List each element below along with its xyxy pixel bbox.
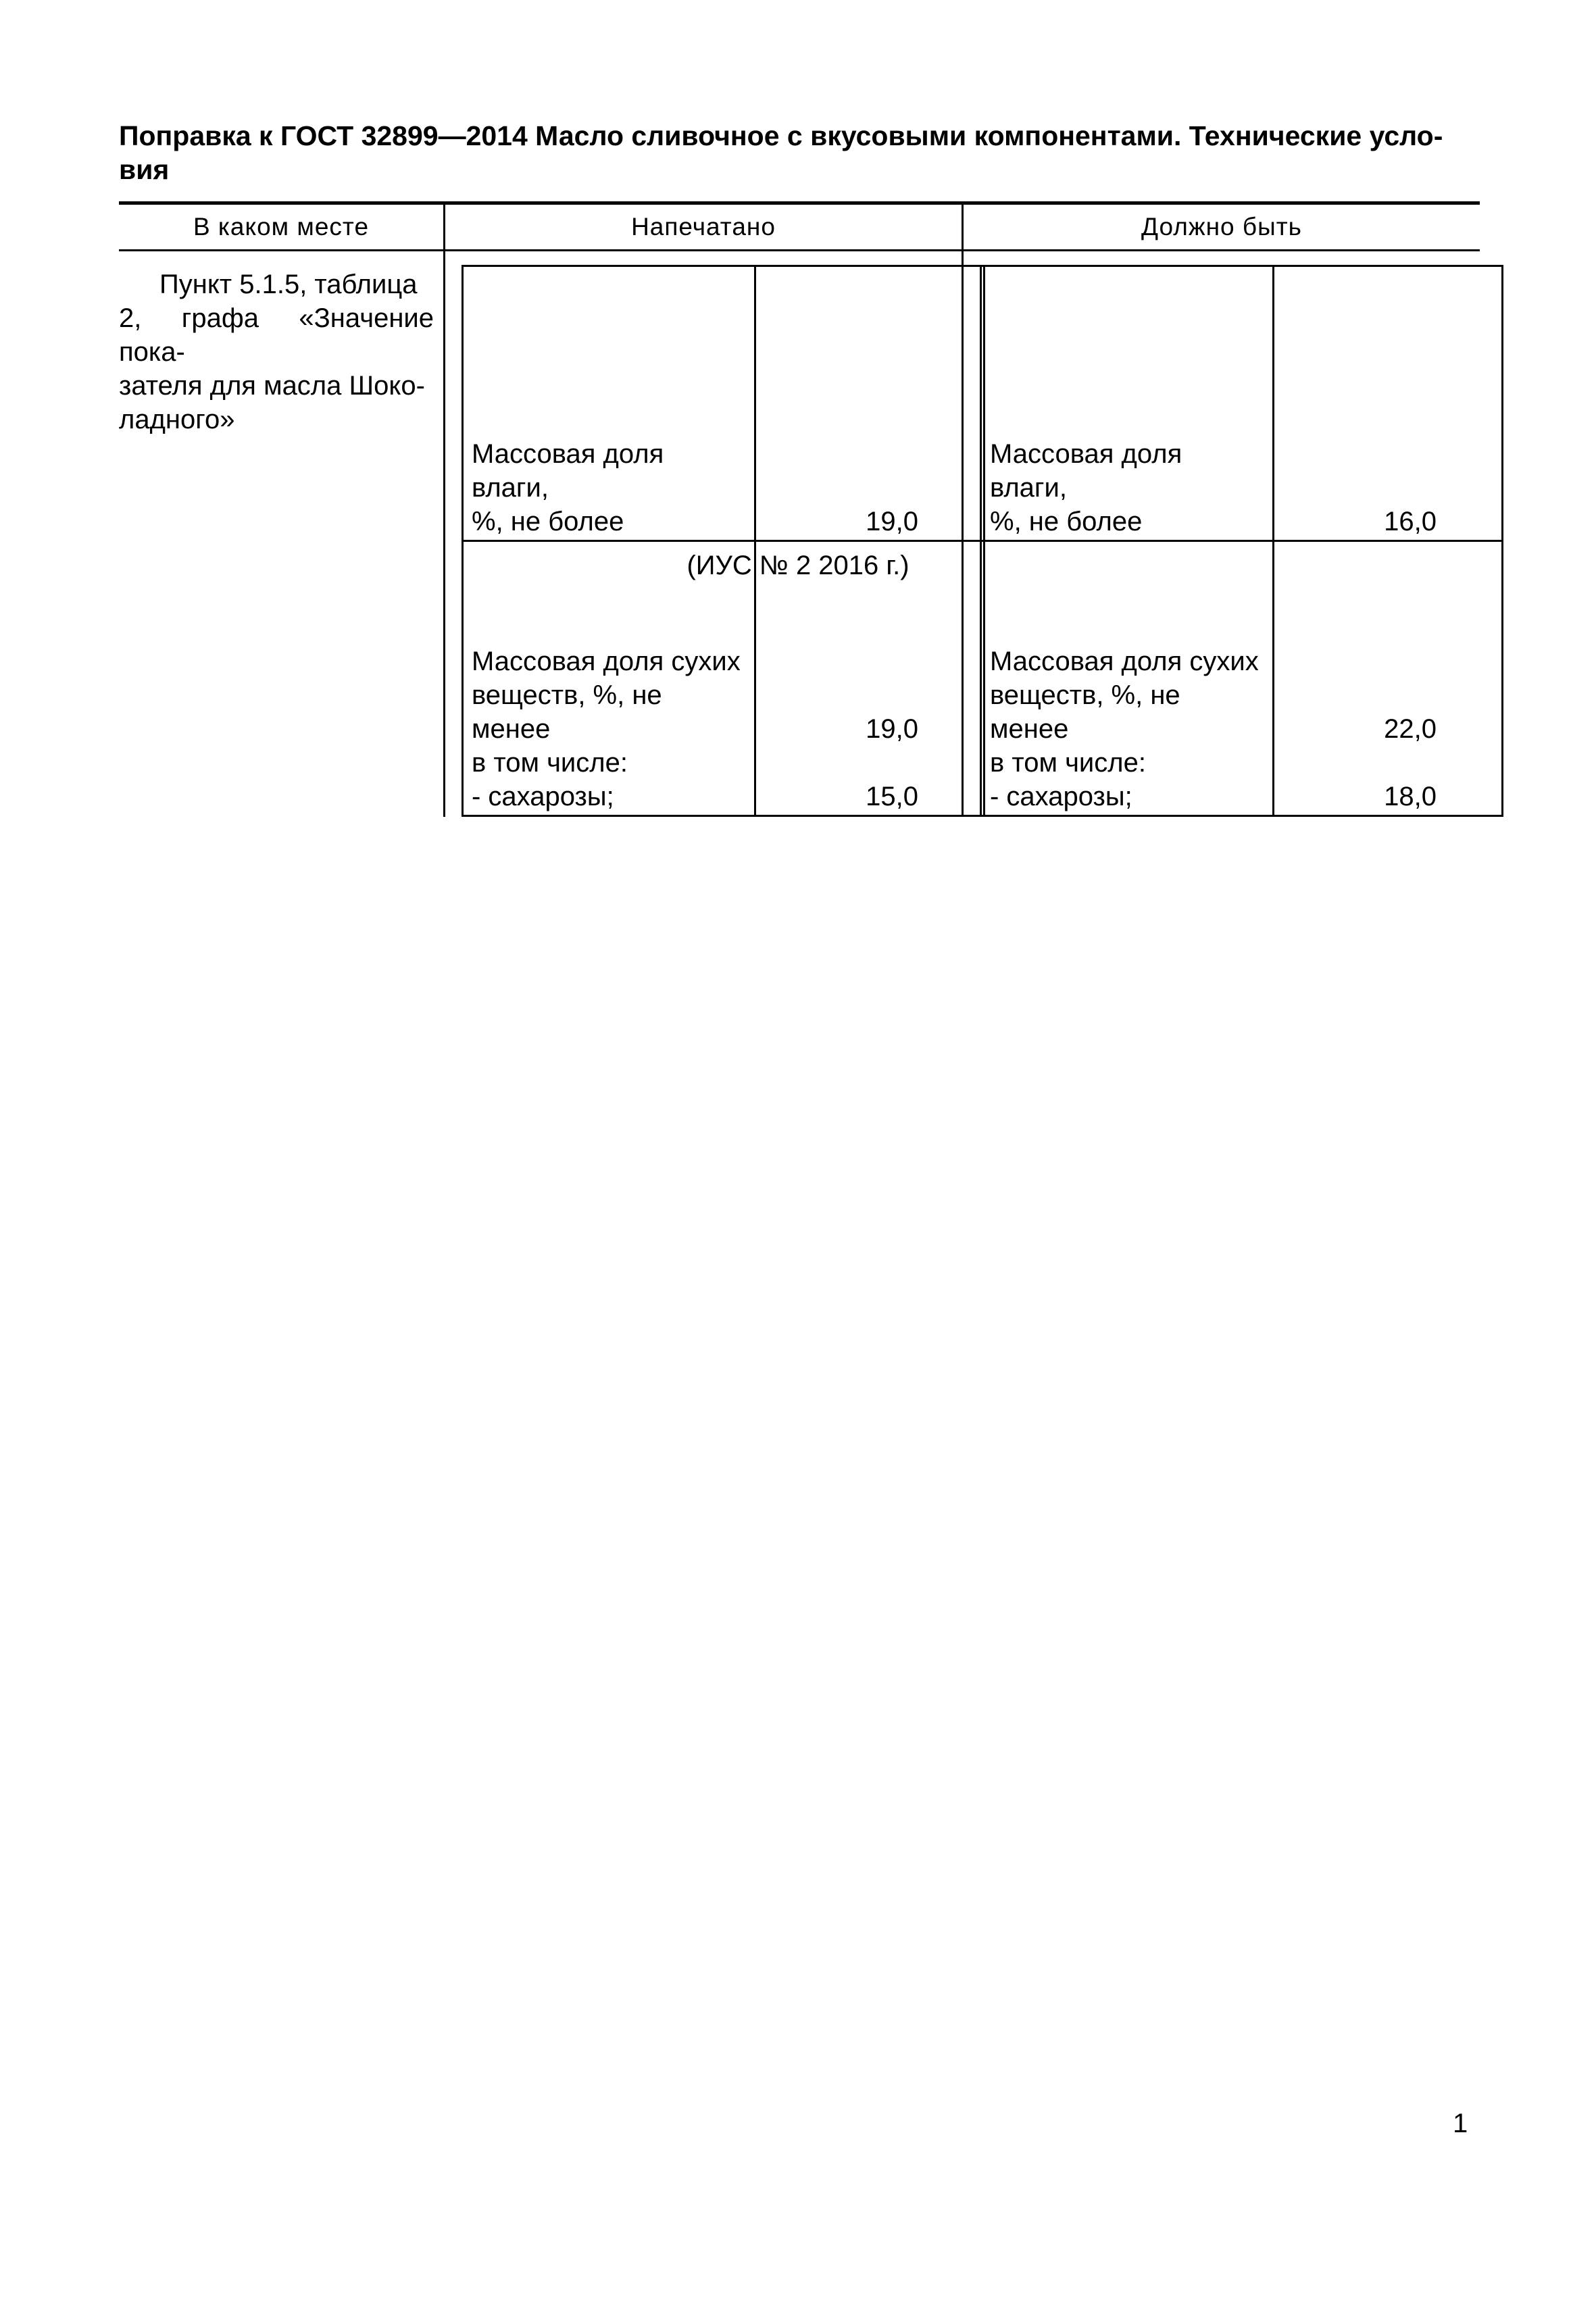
should-be-cell <box>963 251 1480 818</box>
printed-moisture-label-line-1: Массовая доля влаги, <box>472 439 664 503</box>
should-be-moisture-row <box>981 266 1503 541</box>
printed-sucrose-value: 15,0 <box>866 782 918 811</box>
printed-moisture-label-line-2: %, не более <box>472 507 624 536</box>
place-line-3: зателя для масла Шоко- <box>119 371 425 401</box>
place-line-1: Пункт 5.1.5, таблица <box>159 270 418 299</box>
source-note: (ИУС № 2 2016 г.) <box>687 551 909 580</box>
amendment-row <box>119 251 1480 818</box>
should-be-solids-label-line-3: в том числе: <box>990 748 1146 778</box>
place-line-4: ладного» <box>119 405 235 434</box>
should-be-moisture-value-text: 16,0 <box>1384 507 1437 536</box>
printed-moisture-value <box>755 266 984 541</box>
amendment-table-header <box>119 203 1480 251</box>
printed-values-table <box>462 265 985 817</box>
should-be-solids-label-line-4: - сахарозы; <box>990 782 1132 811</box>
should-be-solids-total-value: 22,0 <box>1384 714 1437 744</box>
document-title <box>119 119 1477 186</box>
printed-solids-blank <box>764 678 918 712</box>
should-be-solids-spacer <box>1282 746 1437 780</box>
should-be-solids-blank <box>1282 678 1437 712</box>
should-be-moisture-label <box>981 266 1274 541</box>
page-number: 1 <box>1453 2109 1468 2138</box>
printed-moisture-row <box>463 266 984 541</box>
place-description <box>119 251 443 436</box>
should-be-moisture-label-line-2: %, не более <box>990 507 1143 536</box>
should-be-values-table <box>980 265 1503 817</box>
document-title-line-1: Поправка к ГОСТ 32899—2014 Масло сливочное с вкусовыми компонентами. Технические усло- <box>119 120 1443 151</box>
place-line-2: 2, графа «Значение пока- <box>119 303 434 367</box>
place-cell <box>119 251 445 818</box>
column-header-printed: Напечатано <box>445 203 963 251</box>
column-header-place: В каком месте <box>119 203 445 251</box>
printed-solids-label-line-3: в том числе: <box>472 748 628 778</box>
should-be-sucrose-value: 18,0 <box>1384 782 1437 811</box>
printed-moisture-label <box>463 266 755 541</box>
should-be-moisture-value <box>1274 266 1503 541</box>
column-header-should-be: Должно быть <box>963 203 1480 251</box>
printed-cell <box>445 251 963 818</box>
should-be-solids-label-line-2: веществ, %, не менее <box>990 680 1180 744</box>
printed-solids-label-line-2: веществ, %, не менее <box>472 680 662 744</box>
document-title-line-2: вия <box>119 154 170 185</box>
printed-solids-spacer <box>764 746 918 780</box>
printed-moisture-value-text: 19,0 <box>866 507 918 536</box>
should-be-solids-label-line-1: Массовая доля сухих <box>990 647 1259 676</box>
amendment-table <box>119 201 1480 817</box>
printed-solids-label-line-4: - сахарозы; <box>472 782 614 811</box>
printed-solids-total-value: 19,0 <box>866 714 918 744</box>
should-be-moisture-label-line-1: Массовая доля влаги, <box>990 439 1182 503</box>
printed-solids-label-line-1: Массовая доля сухих <box>472 647 741 676</box>
